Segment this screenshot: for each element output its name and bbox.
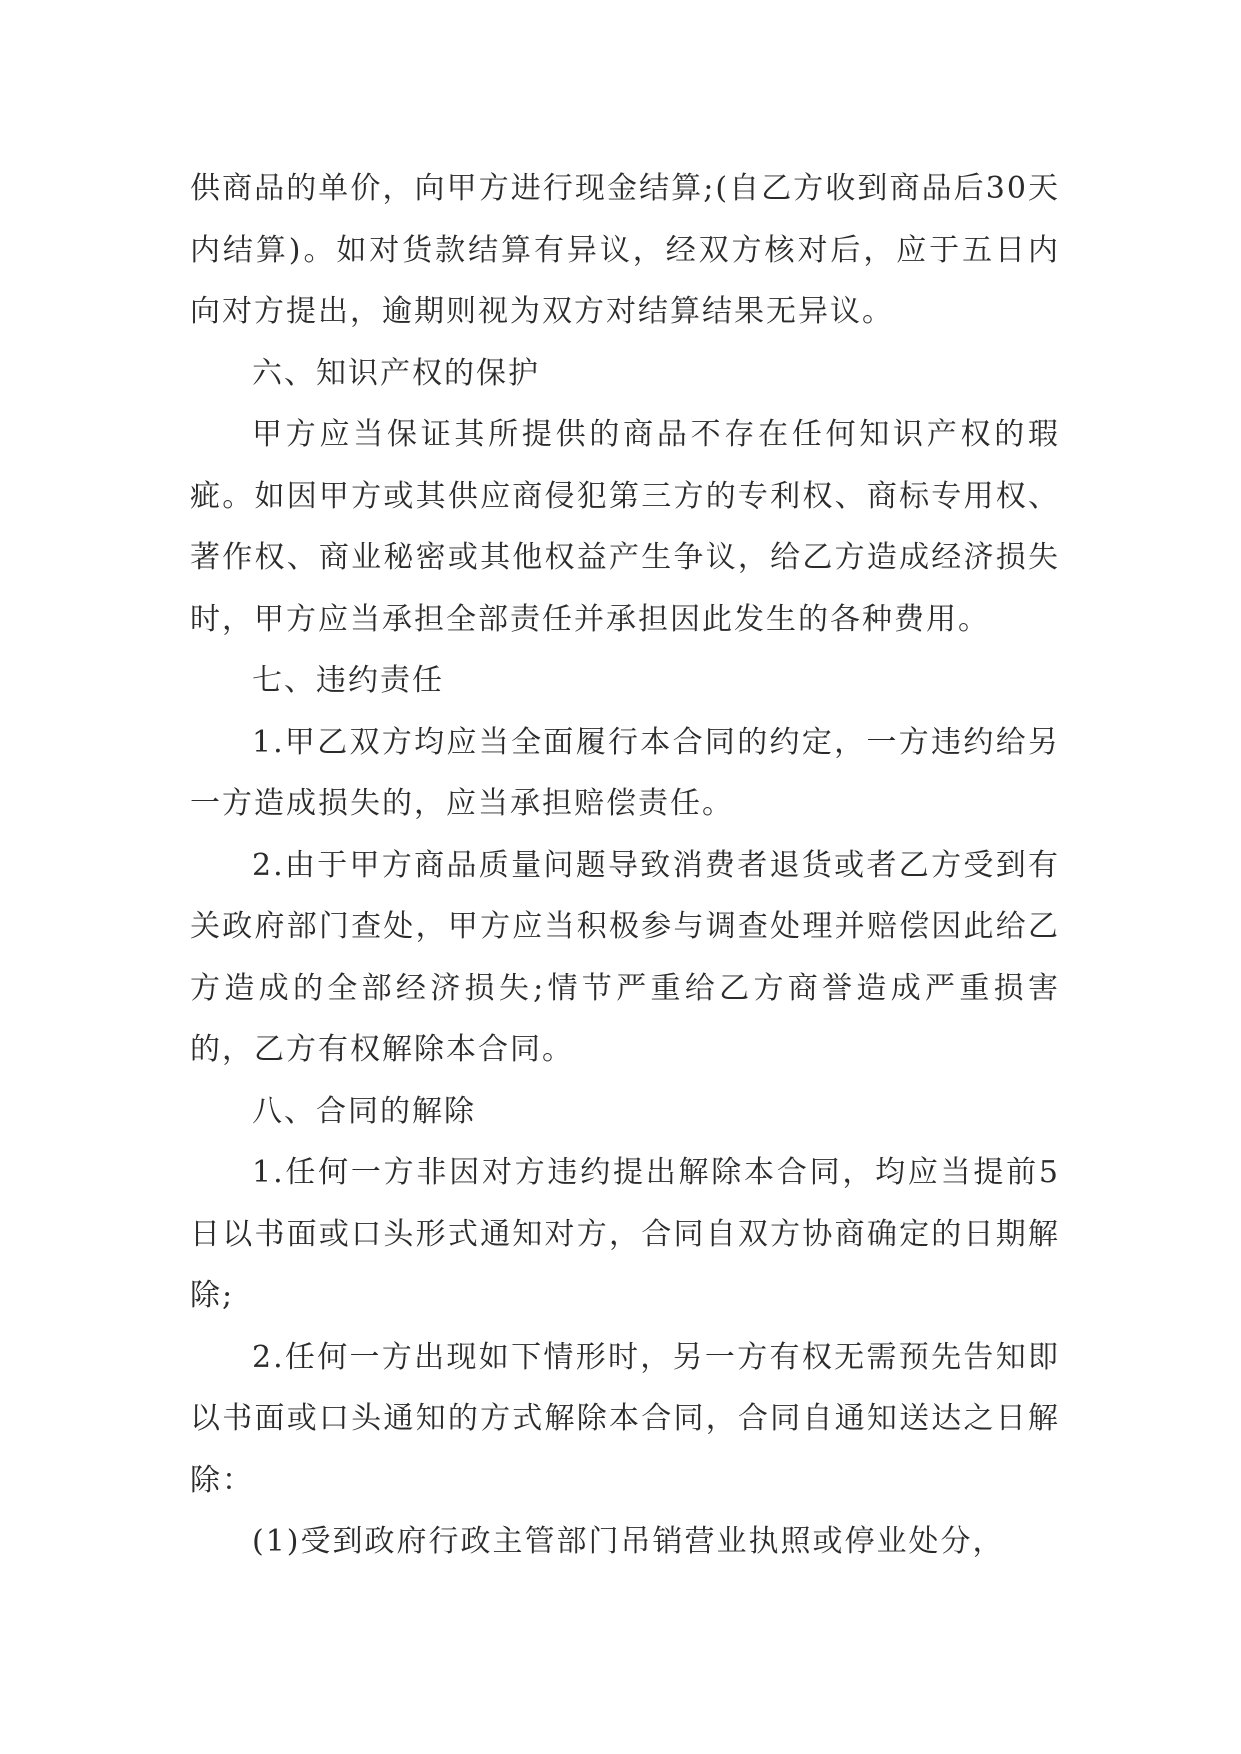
paragraph-termination-1: 1.任何一方非因对方违约提出解除本合同，均应当提前5日以书面或口头形式通知对方，合同自双方协商确定的日期解除; (190, 1155, 1060, 1313)
paragraph-termination-item-1: (1)受到政府行政主管部门吊销营业执照或停业处分， (252, 1524, 1005, 1559)
paragraph-liability-2: 2.由于甲方商品质量问题导致消费者退货或者乙方受到有关政府部门查处，甲方应当积极参与调查处理并赔偿因此给乙方造成的全部经济损失;情节严重给乙方商誉造成严重损害的，乙方有权解除本合同。 (190, 847, 1060, 1067)
heading-intellectual-property: 六、知识产权的保护 (252, 355, 540, 391)
paragraph-liability-1: 1.甲乙双方均应当全面履行本合同的约定，一方违约给另一方造成损失的，应当承担赔偿责任。 (190, 724, 1060, 821)
paragraph-termination-2: 2.任何一方出现如下情形时，另一方有权无需预先告知即以书面或口头通知的方式解除本合同，合同自通知送达之日解除： (190, 1339, 1060, 1498)
paragraph-settlement: 供商品的单价，向甲方进行现金结算;(自乙方收到商品后30天内结算)。如对货款结算有异议，经双方核对后，应于五日内向对方提出，逾期则视为双方对结算结果无异议。 (190, 171, 1060, 329)
heading-termination: 八、合同的解除 (252, 1093, 476, 1129)
paragraph-ip-protection: 甲方应当保证其所提供的商品不存在任何知识产权的瑕疵。如因甲方或其供应商侵犯第三方的专利权、商标专用权、著作权、商业秘密或其他权益产生争议，给乙方造成经济损失时，甲方应当承担全部责任并承担因此发生的各种费用。 (190, 417, 1060, 637)
document-body (190, 158, 1060, 1573)
heading-liability: 七、违约责任 (252, 663, 444, 698)
